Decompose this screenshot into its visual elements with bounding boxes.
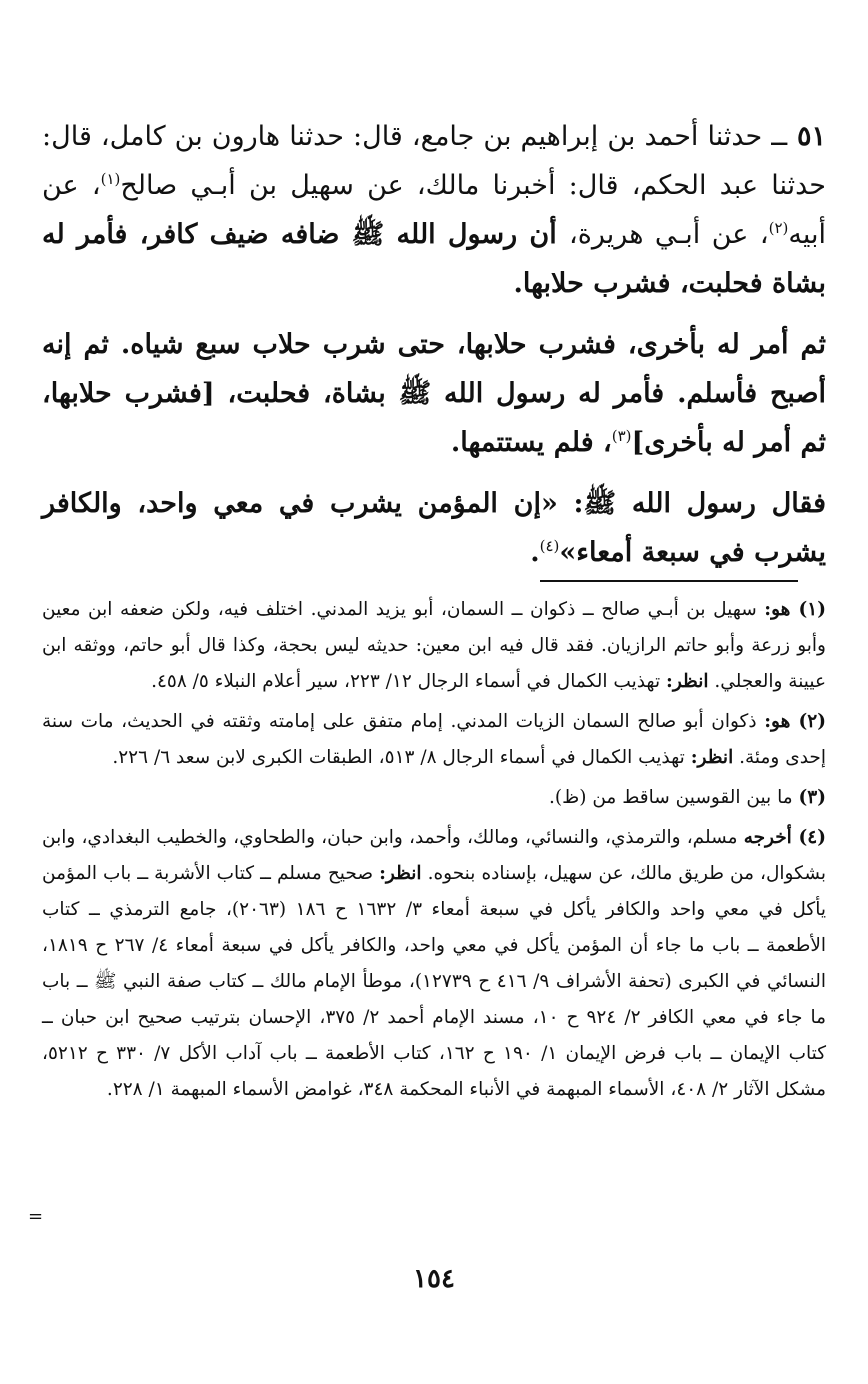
footnote-1-text: سهيل بن أبـي صالح ــ ذكوان ــ السمان، أبو يزيد المدني. اختلف فيه، ولكن ضعفه ابن معين وأبو زرعة وأبو حاتم الرازيان. فقد قال فيه ابن معين: حديثه ليس بحجة، وكذا قال أبو حاتم، ووثقه ابن عيينة والعجلي. (42, 599, 826, 692)
footnote-1-look: انظر: (666, 671, 709, 692)
footnote-4-look: انظر: (379, 863, 422, 884)
continuation-mark: = (28, 1206, 44, 1227)
footnote-ref-2: (٢) (768, 219, 789, 237)
footnote-3-head: (٣) (798, 787, 826, 808)
hadith-paragraph-1 (42, 112, 826, 308)
footnote-1 (42, 592, 826, 700)
isnad-text-3: ، عن أبـي هريرة، (569, 219, 769, 250)
footnote-4-refs: صحيح مسلم ــ كتاب الأشربة ــ باب المؤمن يأكل في معي واحد والكافر يأكل في سبعة أمعاء ٣/ ١٦٣٢ ح ١٨٦ (٢٠٦٣)، جامع الترمذي ــ كتاب الأطعمة ــ باب ما جاء أن المؤمن يأكل في معي واحد، والكافر يأكل في سبعة أمعاء ٤/ ٢٦٧ ح ١٨١٩، النسائي في الكبرى (تحفة الأشراف ٩/ ٤١٦ ح ١٢٧٣٩)، موطأ الإمام مالك ــ كتاب صفة النبي ﷺ ــ باب ما جاء في معي الكافر ٢/ ٩٢٤ ح ١٠، مسند الإمام أحمد ٢/ ٣٧٥، الإحسان بترتيب صحيح ابن حبان ــ كتاب الإيمان ــ باب فرض الإيمان ١/ ١٩٠ ح ١٦٢، كتاب الأطعمة ــ باب آداب الأكل ٧/ ٣٣٠ ح ٥٢١٢، مشكل الآثار ٢/ ٤٠٨، الأسماء المبهمة في الأنباء المحكمة ٣٤٨، غوامض الأسماء المبهمة ١/ ٢٢٨. (42, 863, 827, 1100)
footnote-separator (540, 580, 798, 582)
footnote-4-head: (٤) أخرجه (743, 827, 826, 848)
isnad-text-2: ، عن أبيه (42, 170, 826, 250)
footnote-2 (42, 704, 826, 776)
footnote-4 (42, 820, 826, 1108)
hadith-paragraph-3 (42, 479, 826, 577)
footnote-3-text: ما بين القوسين ساقط من (ظ). (549, 787, 793, 808)
footnote-1-refs: تهذيب الكمال في أسماء الرجال ١٢/ ٢٢٣، سير أعلام النبلاء ٥/ ٤٥٨. (151, 671, 661, 692)
matn-text-3: ، فلم يستتمها. (450, 427, 612, 458)
matn-text-5: . (530, 537, 540, 568)
footnotes (42, 592, 826, 1112)
footnote-ref-1: (١) (100, 170, 121, 188)
hadith-text (42, 112, 826, 577)
matn-text-4: فقال رسول الله ﷺ: «إن المؤمن يشرب في معي واحد، والكافر يشرب في سبعة أمعاء» (42, 488, 826, 568)
hadith-paragraph-2 (42, 320, 826, 467)
footnote-2-head: (٢) هو: (764, 711, 826, 732)
footnote-3 (42, 780, 826, 816)
footnote-ref-3: (٣) (611, 427, 632, 445)
footnote-1-head: (١) هو: (764, 599, 826, 620)
isnad-text: ــ حدثنا أحمد بن إبراهيم بن جامع، قال: حدثنا هارون بن كامل، قال: حدثنا عبد الحكم، قال: أخبرنا مالك، عن سهيل بن أبـي صالح (42, 121, 826, 201)
matn-text: أن رسول الله ﷺ ضافه ضيف كافر، فأمر له بشاة فحلبت، فشرب حلابها. (42, 219, 826, 299)
footnote-2-look: انظر: (690, 747, 734, 768)
footnote-2-refs: تهذيب الكمال في أسماء الرجال ٨/ ٥١٣، الطبقات الكبرى لابن سعد ٦/ ٢٢٦. (112, 747, 685, 768)
footnote-2-text: ذكوان أبو صالح السمان الزيات المدني. إمام متفق على إمامته وثقته في الحديث، مات سنة إحدى ومئة. (42, 711, 826, 768)
footnote-ref-4: (٤) (539, 537, 560, 555)
page-number: ١٥٤ (413, 1264, 455, 1294)
footnote-4-text: مسلم، والترمذي، والنسائي، ومالك، وأحمد، وابن حبان، والطحاوي، والخطيب البغدادي، وابن بشكوال، من طريق مالك، عن سهيل، بإسناده بنحوه. (42, 827, 826, 884)
hadith-number: ٥١ (796, 121, 826, 152)
matn-text-2: ثم أمر له بأخرى، فشرب حلابها، حتى شرب حلاب سبع شياه. ثم إنه أصبح فأسلم. فأمر له رسول الله ﷺ بشاة، فحلبت، [فشرب حلابها، ثم أمر له بأخرى] (42, 329, 826, 458)
